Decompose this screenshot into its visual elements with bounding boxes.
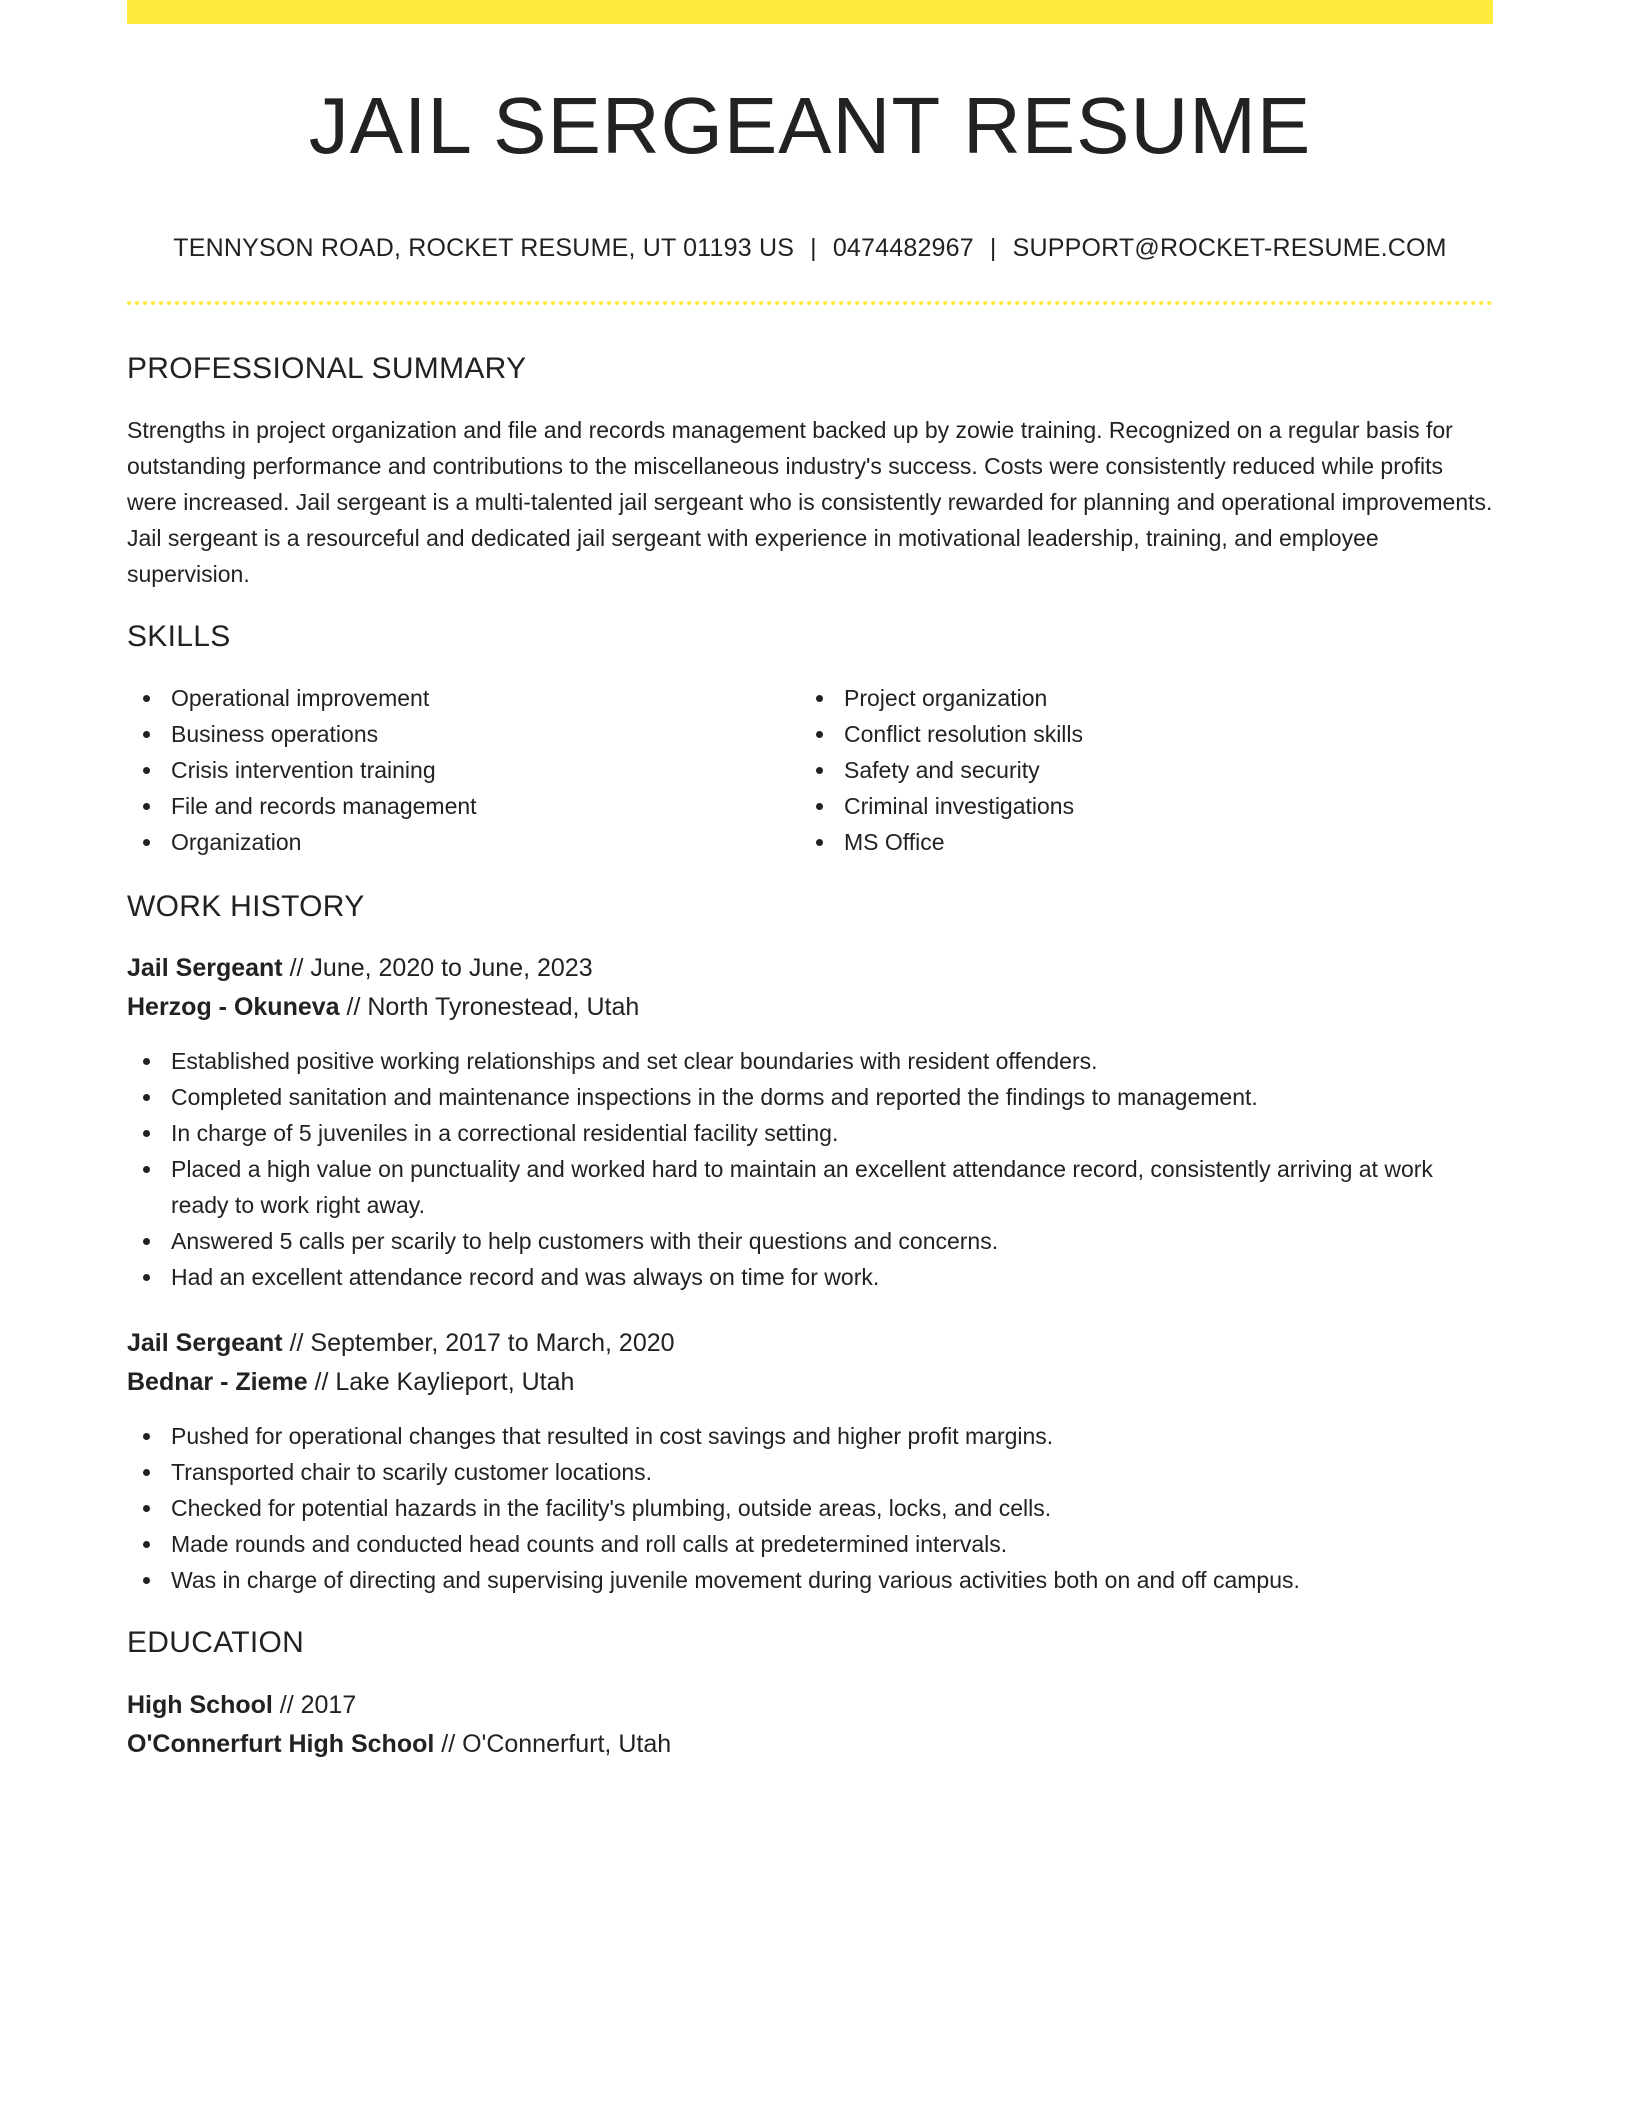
skill-item: Project organization — [800, 680, 1473, 716]
job-title: Jail Sergeant — [127, 1329, 283, 1357]
job-entry — [127, 1324, 1493, 1598]
degree-line — [127, 1686, 1493, 1725]
summary-heading: PROFESSIONAL SUMMARY — [127, 352, 527, 385]
job-entry — [127, 949, 1493, 1295]
job-company: Herzog - Okuneva — [127, 993, 340, 1021]
job-bullet: Placed a high value on punctuality and worked hard to maintain an excellent attendance record, consistently arriving at work ready to work right away. — [127, 1151, 1493, 1223]
job-company: Bednar - Zieme — [127, 1368, 308, 1396]
contact-separator: | — [989, 234, 997, 262]
skill-item: Business operations — [127, 716, 800, 752]
job-location: // Lake Kaylieport, Utah — [307, 1368, 575, 1396]
contact-separator: | — [810, 234, 817, 262]
school-line — [127, 1725, 1493, 1764]
job-bullet: Made rounds and conducted head counts and roll calls at predetermined intervals. — [127, 1526, 1493, 1562]
graduation-year: // 2017 — [272, 1691, 357, 1719]
job-bullet: Answered 5 calls per scarily to help customers with their questions and concerns. — [127, 1223, 1493, 1259]
job-bullet: In charge of 5 juveniles in a correctional residential facility setting. — [127, 1115, 1493, 1151]
education-heading: EDUCATION — [127, 1626, 305, 1659]
skills-grid — [127, 680, 1493, 860]
skills-list-right — [800, 680, 1473, 860]
job-company-line — [127, 988, 1493, 1027]
skill-item: Criminal investigations — [800, 788, 1473, 824]
summary-text: Strengths in project organization and file and records management backed up by zowie training. Recognized on a regular basis for outstanding performance and contributions to the miscellaneous industry's success. Costs were consistently reduced while profits were increased. Jail sergeant is a multi-talented jail sergeant who is consistently rewarded for planning and operational improvements. Jail sergeant is a resourceful and dedicated jail sergeant with experience in motivational leadership, training, and employee supervision. — [127, 417, 1493, 587]
contact-phone: 0474482967 — [832, 234, 974, 262]
job-bullet-list — [127, 1418, 1493, 1598]
job-company-line — [127, 1363, 1493, 1402]
school-name: O'Connerfurt High School — [127, 1730, 435, 1758]
job-bullet: Had an excellent attendance record and was always on time for work. — [127, 1259, 1493, 1295]
job-title-line — [127, 1324, 1493, 1363]
job-location: // North Tyronestead, Utah — [339, 993, 640, 1021]
school-location: // O'Connerfurt, Utah — [434, 1730, 672, 1758]
job-bullet: Transported chair to scarily customer locations. — [127, 1454, 1493, 1490]
dotted-divider — [127, 301, 1493, 305]
skill-item: Conflict resolution skills — [800, 716, 1473, 752]
skill-item: Operational improvement — [127, 680, 800, 716]
top-accent-bar — [127, 0, 1493, 24]
job-bullet: Pushed for operational changes that resulted in cost savings and higher profit margins. — [127, 1418, 1493, 1454]
skill-item: Organization — [127, 824, 800, 860]
job-dates: // June, 2020 to June, 2023 — [282, 954, 593, 982]
education-entry — [127, 1686, 1493, 1764]
contact-line — [127, 234, 1493, 263]
skills-section — [127, 620, 1493, 860]
job-bullet: Completed sanitation and maintenance inspections in the dorms and reported the findings to management. — [127, 1079, 1493, 1115]
work-history-section — [127, 890, 1493, 924]
education-section — [127, 1626, 1493, 1660]
summary-section — [127, 352, 1493, 592]
work-history-heading: WORK HISTORY — [127, 890, 365, 923]
skills-list-left — [127, 680, 800, 860]
skill-item: Crisis intervention training — [127, 752, 800, 788]
job-title: Jail Sergeant — [127, 954, 283, 982]
skill-item: File and records management — [127, 788, 800, 824]
job-dates: // September, 2017 to March, 2020 — [282, 1329, 675, 1357]
contact-address: TENNYSON ROAD, ROCKET RESUME, UT 01193 US — [173, 234, 795, 262]
job-bullet: Checked for potential hazards in the facility's plumbing, outside areas, locks, and cells. — [127, 1490, 1493, 1526]
skill-item: Safety and security — [800, 752, 1473, 788]
skills-heading: SKILLS — [127, 620, 231, 653]
contact-email: SUPPORT@ROCKET-RESUME.COM — [1012, 234, 1447, 262]
degree: High School — [127, 1691, 273, 1719]
job-title-line — [127, 949, 1493, 988]
resume-page — [127, 0, 1493, 1758]
job-bullet: Was in charge of directing and supervising juvenile movement during various activities both on and off campus. — [127, 1562, 1493, 1598]
resume-title: JAIL SERGEANT RESUME — [308, 81, 1312, 170]
skill-item: MS Office — [800, 824, 1473, 860]
job-bullet: Established positive working relationships and set clear boundaries with resident offenders. — [127, 1043, 1493, 1079]
job-bullet-list — [127, 1043, 1493, 1295]
